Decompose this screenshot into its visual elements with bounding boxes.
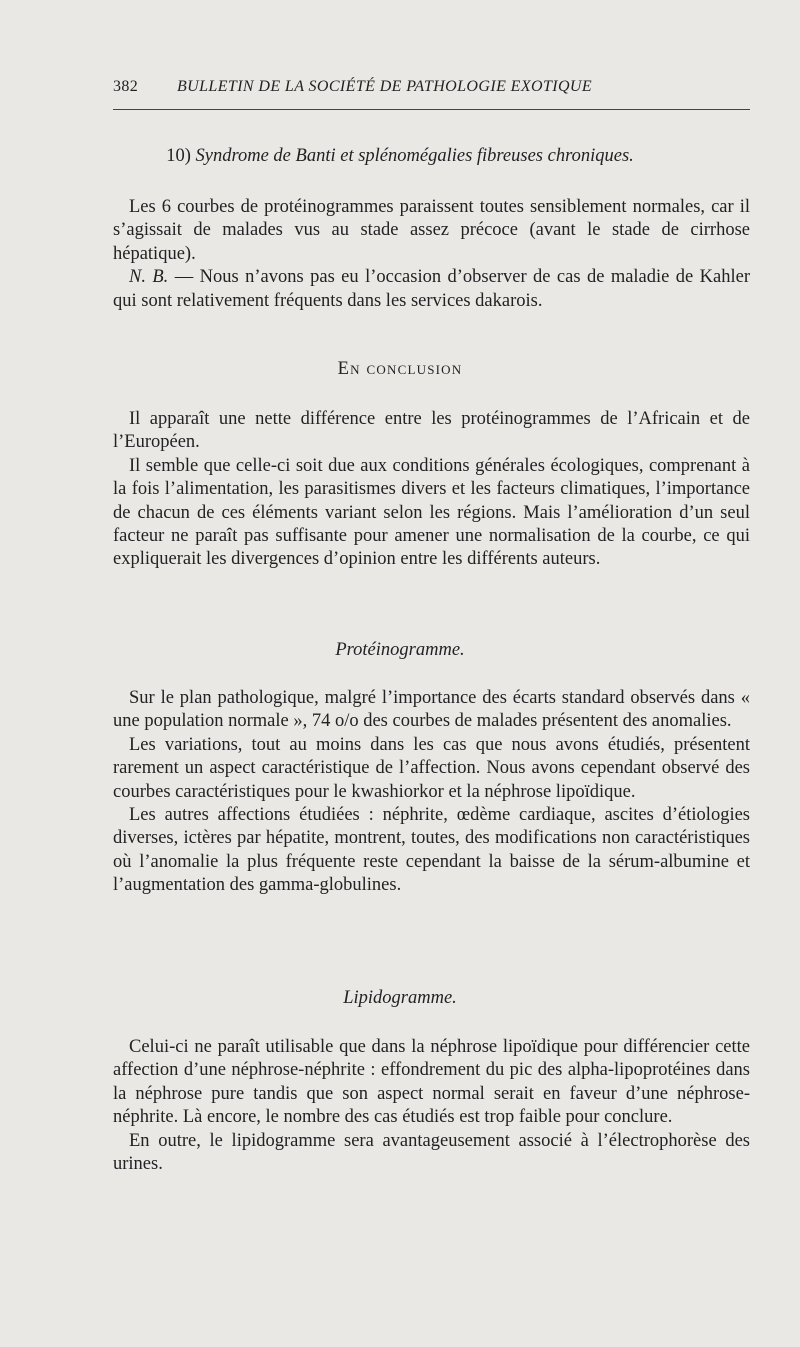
paragraph: Les variations, tout au moins dans les cas que nous avons étudiés, présentent rarement un aspect caractéristique de l’affection. Nous avons cependant observé des courbes caractéristiques pour le kwashiorkor et la néphrose lipoïdique. <box>113 734 750 802</box>
running-header <box>113 78 749 102</box>
proteinogramme-heading: Protéinogramme. <box>335 640 465 660</box>
section10-body <box>113 196 750 313</box>
running-title: BULLETIN DE LA SOCIÉTÉ DE PATHOLOGIE EXOTIQUE <box>177 78 593 95</box>
proteinogramme-body <box>113 687 750 898</box>
paragraph: En outre, le lipidogramme sera avantageusement associé à l’électrophorèse des urines. <box>113 1130 750 1175</box>
conclusion-heading: En conclusion <box>337 359 463 379</box>
lipidogramme-body <box>113 1036 750 1176</box>
lipidogramme-heading: Lipidogramme. <box>343 988 457 1008</box>
section-number: 10) <box>166 146 191 166</box>
header-rule <box>113 109 750 110</box>
paragraph: Celui-ci ne paraît utilisable que dans la néphrose lipoïdique pour différencier cette affection d’une néphrose-néphrite : effondrement du pic des alpha-lipoprotéines dans la néphrose pure tandis que son aspect normal serait en faveur d’une néphrose-néphrite. Là encore, le nombre des cas étudiés est trop faible pour conclure. <box>113 1037 750 1128</box>
nb-label: N. B. <box>129 267 169 288</box>
page-number: 382 <box>113 78 139 95</box>
paragraph: Il apparaît une nette différence entre les protéinogrammes de l’Africain et de l’Européen. <box>113 409 750 453</box>
paragraph: Sur le plan pathologique, malgré l’importance des écarts standard observés dans « une population normale », 74 o/o des courbes de malades présentent des anomalies. <box>113 688 750 732</box>
nb-text: — Nous n’avons pas eu l’occasion d’observer de cas de maladie de Kahler qui sont relativement fréquents dans les services dakarois. <box>113 267 750 311</box>
conclusion-body <box>113 408 750 572</box>
paragraph: Il semble que celle-ci soit due aux conditions générales écologiques, comprenant à la fois l’alimentation, les parasitismes divers et les facteurs climatiques, l’importance de chacun de ces éléments variant selon les régions. Mais l’amélioration d’un seul facteur ne paraît pas suffisante pour amener une normalisation de la courbe, ce qui expliquerait les divergences d’opinion entre les différents auteurs. <box>113 455 750 570</box>
paragraph: Les 6 courbes de protéinogrammes paraissent toutes sensiblement normales, car il s’agissait de malades vus au stade assez précoce (avant le stade de cirrhose hépatique). <box>113 197 750 264</box>
nb-paragraph <box>113 266 750 313</box>
section-title <box>0 146 800 167</box>
section-title-text: Syndrome de Banti et splénomégalies fibreuses chroniques. <box>195 146 634 166</box>
paragraph: Les autres affections étudiées : néphrite, œdème cardiaque, ascites d’étiologies diverses, ictères par hépatite, montrent, toutes, des modifications non caractéristiques où l’anomalie la plus fréquente reste cependant la baisse de la sérum-albumine et l’augmentation des gamma-globulines. <box>113 805 750 896</box>
